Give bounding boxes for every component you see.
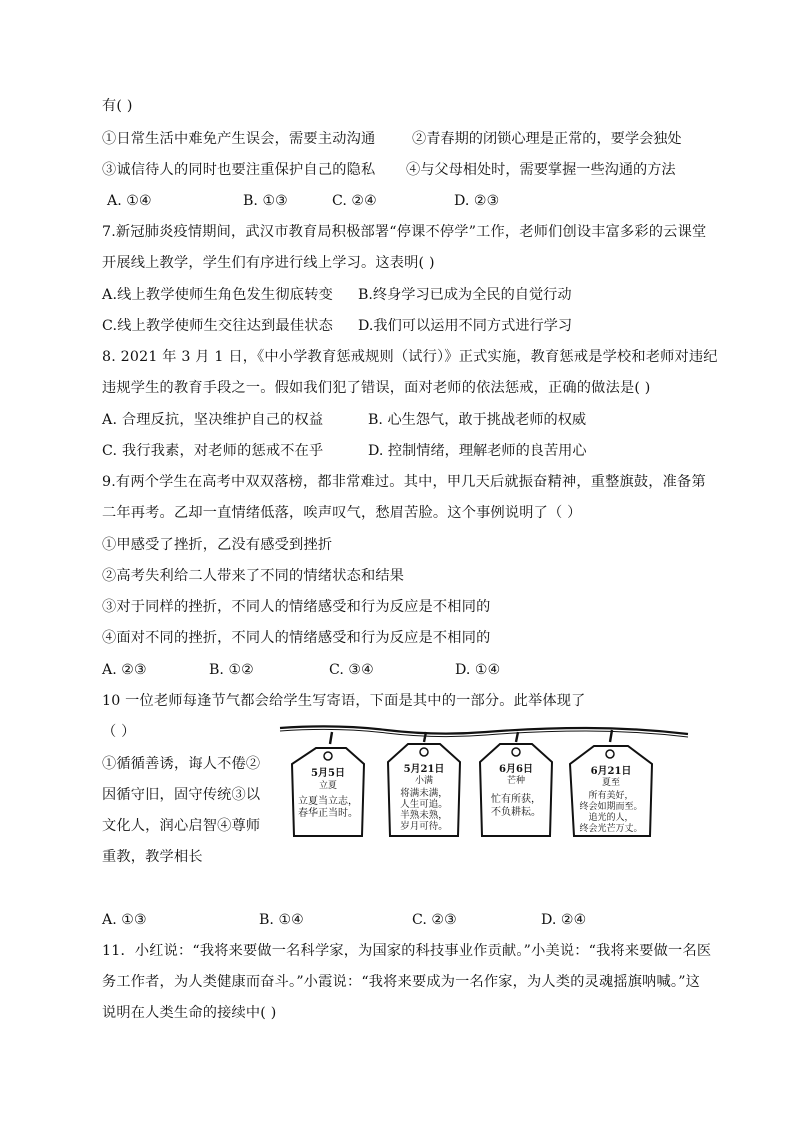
q6-choice-c[interactable]: C. ②④	[332, 193, 377, 209]
q8-stem-line-1: 8. 2021 年 3 月 1 日，《中小学教育惩戒规则（试行）》正式实施，教育惩戒是学校和老师对违纪	[102, 349, 718, 365]
tag-2-text-2: 人生可追。	[400, 799, 448, 810]
q9-stem-line-2: 二年再考。乙却一直情绪低落，唉声叹气，愁眉苦脸。这个事例说明了（ ）	[102, 505, 582, 521]
q8-choice-a[interactable]: A. 合理反抗，坚决维护自己的权益	[102, 412, 324, 428]
q10-body-line-3: 文化人，润心启智④尊师	[102, 818, 261, 834]
tag-2-text-1: 将满未满，	[400, 788, 448, 799]
tag-1-text-2: 春华正当时。	[298, 808, 358, 819]
q11-stem-line-1: 11．小红说：“我将来要做一名科学家，为国家的科技事业作贡献。”小美说：“我将来要做一名医	[102, 943, 712, 959]
q6-choice-d[interactable]: D. ②③	[454, 193, 500, 209]
tag-2-term: 小满	[414, 776, 434, 786]
q7-choice-d[interactable]: D.我们可以运用不同方式进行学习	[358, 318, 573, 334]
tag-3-text-1: 忙有所获，	[491, 794, 541, 805]
tag-4-text-1: 所有美好，	[588, 791, 634, 801]
q6-statement-4: ④与父母相处时，需要掌握一些沟通的方法	[406, 162, 676, 178]
q11-stem-line-2: 务工作者，为人类健康而奋斗。”小霞说：“我将来要成为一名作家，为人类的灵魂摇旗呐喊。”这	[102, 974, 701, 990]
q8-choice-c[interactable]: C. 我行我素，对老师的惩戒不在乎	[102, 443, 324, 459]
tag-2	[388, 732, 460, 836]
q10-body-line-2: 因循守旧，固守传统③以	[102, 787, 261, 803]
tag-4-text-4: 终会光芒万丈。	[579, 824, 643, 834]
q10-body-line-4: 重教，教学相长	[102, 849, 203, 865]
tag-4-date: 6月21日	[590, 766, 632, 777]
q7-choice-a[interactable]: A.线上教学使师生角色发生彻底转变	[102, 287, 333, 303]
q8-choice-b[interactable]: B. 心生怨气，敢于挑战老师的权威	[368, 412, 587, 428]
q7-choice-b[interactable]: B.终身学习已成为全民的自觉行动	[358, 287, 572, 303]
q6-statement-3: ③诚信待人的同时也要注重保护自己的隐私	[102, 162, 376, 178]
tag-1	[292, 732, 364, 836]
q9-statement-2: ②高考失利给二人带来了不同的情绪状态和结果	[102, 568, 405, 584]
tag-2-text-4: 岁月可待。	[400, 821, 448, 832]
tag-4-text-2: 终会如期而至。	[579, 802, 643, 812]
q9-choice-b[interactable]: B. ①②	[209, 662, 254, 678]
q7-choice-c[interactable]: C.线上教学使师生交往达到最佳状态	[102, 318, 334, 334]
tag-4-term: 夏至	[601, 778, 621, 788]
tag-2-date: 5月21日	[403, 764, 445, 775]
q6-statement-1: ①日常生活中难免产生误会，需要主动沟通	[102, 131, 376, 147]
tag-1-term: 立夏	[318, 781, 338, 791]
q9-choice-a[interactable]: A. ②③	[102, 662, 147, 678]
tag-3-text-2: 不负耕耘。	[491, 807, 541, 818]
q6-stem-end: 有( )	[102, 98, 133, 114]
q10-choice-c[interactable]: C. ②③	[412, 912, 457, 928]
tag-3-date: 6月6日	[499, 764, 533, 775]
q10-body-line-1: ①循循善诱，诲人不倦②	[102, 756, 261, 772]
q9-statement-3: ③对于同样的挫折，不同人的情绪感受和行为反应是不相同的	[102, 599, 491, 615]
q7-stem-line-1: 7.新冠肺炎疫情期间，武汉市教育局积极部署“停课不停学”工作，老师们创设丰富多彩的云课堂	[102, 224, 707, 240]
tag-1-date: 5月5日	[311, 768, 345, 779]
tag-3-term: 芒种	[506, 776, 526, 786]
q8-stem-line-2: 违规学生的教育手段之一。假如我们犯了错误，面对老师的依法惩戒，正确的做法是( )	[102, 380, 651, 396]
tag-2-text-3: 半熟未熟，	[400, 810, 448, 821]
q10-choice-b[interactable]: B. ①④	[259, 912, 304, 928]
tags-drawing	[276, 718, 692, 846]
q10-choice-a[interactable]: A. ①③	[102, 912, 147, 928]
q6-choice-a[interactable]: A. ①④	[107, 193, 152, 209]
q8-choice-d[interactable]: D. 控制情绪，理解老师的良苦用心	[368, 443, 587, 459]
q9-statement-1: ①甲感受了挫折，乙没有感受到挫折	[102, 537, 333, 553]
q10-stem-line-1: 10 一位老师每逢节气都会给学生写寄语，下面是其中的一部分。此举体现了	[102, 693, 586, 709]
tag-4-text-3: 追光的人，	[588, 813, 634, 823]
q10-choice-d[interactable]: D. ②④	[541, 912, 587, 928]
solar-term-tags-illustration	[276, 718, 692, 846]
q9-choice-c[interactable]: C. ③④	[329, 662, 374, 678]
tag-4	[570, 730, 652, 836]
q10-stem-line-2: （ ）	[102, 724, 136, 740]
q7-stem-line-2: 开展线上教学，学生们有序进行线上学习。这表明( )	[102, 255, 435, 271]
q6-statement-2: ②青春期的闭锁心理是正常的，要学会独处	[412, 131, 682, 147]
tag-1-text-1: 立夏当立志，	[298, 796, 358, 807]
q6-choice-b[interactable]: B. ①③	[243, 193, 288, 209]
tag-3	[480, 732, 552, 836]
q9-choice-d[interactable]: D. ①④	[455, 662, 501, 678]
q9-statement-4: ④面对不同的挫折，不同人的情绪感受和行为反应是不相同的	[102, 630, 491, 646]
q11-stem-line-3: 说明在人类生命的接续中( )	[102, 1005, 277, 1021]
q9-stem-line-1: 9.有两个学生在高考中双双落榜，都非常难过。其中，甲几天后就振奋精神，重整旗鼓，准备第	[102, 474, 706, 490]
